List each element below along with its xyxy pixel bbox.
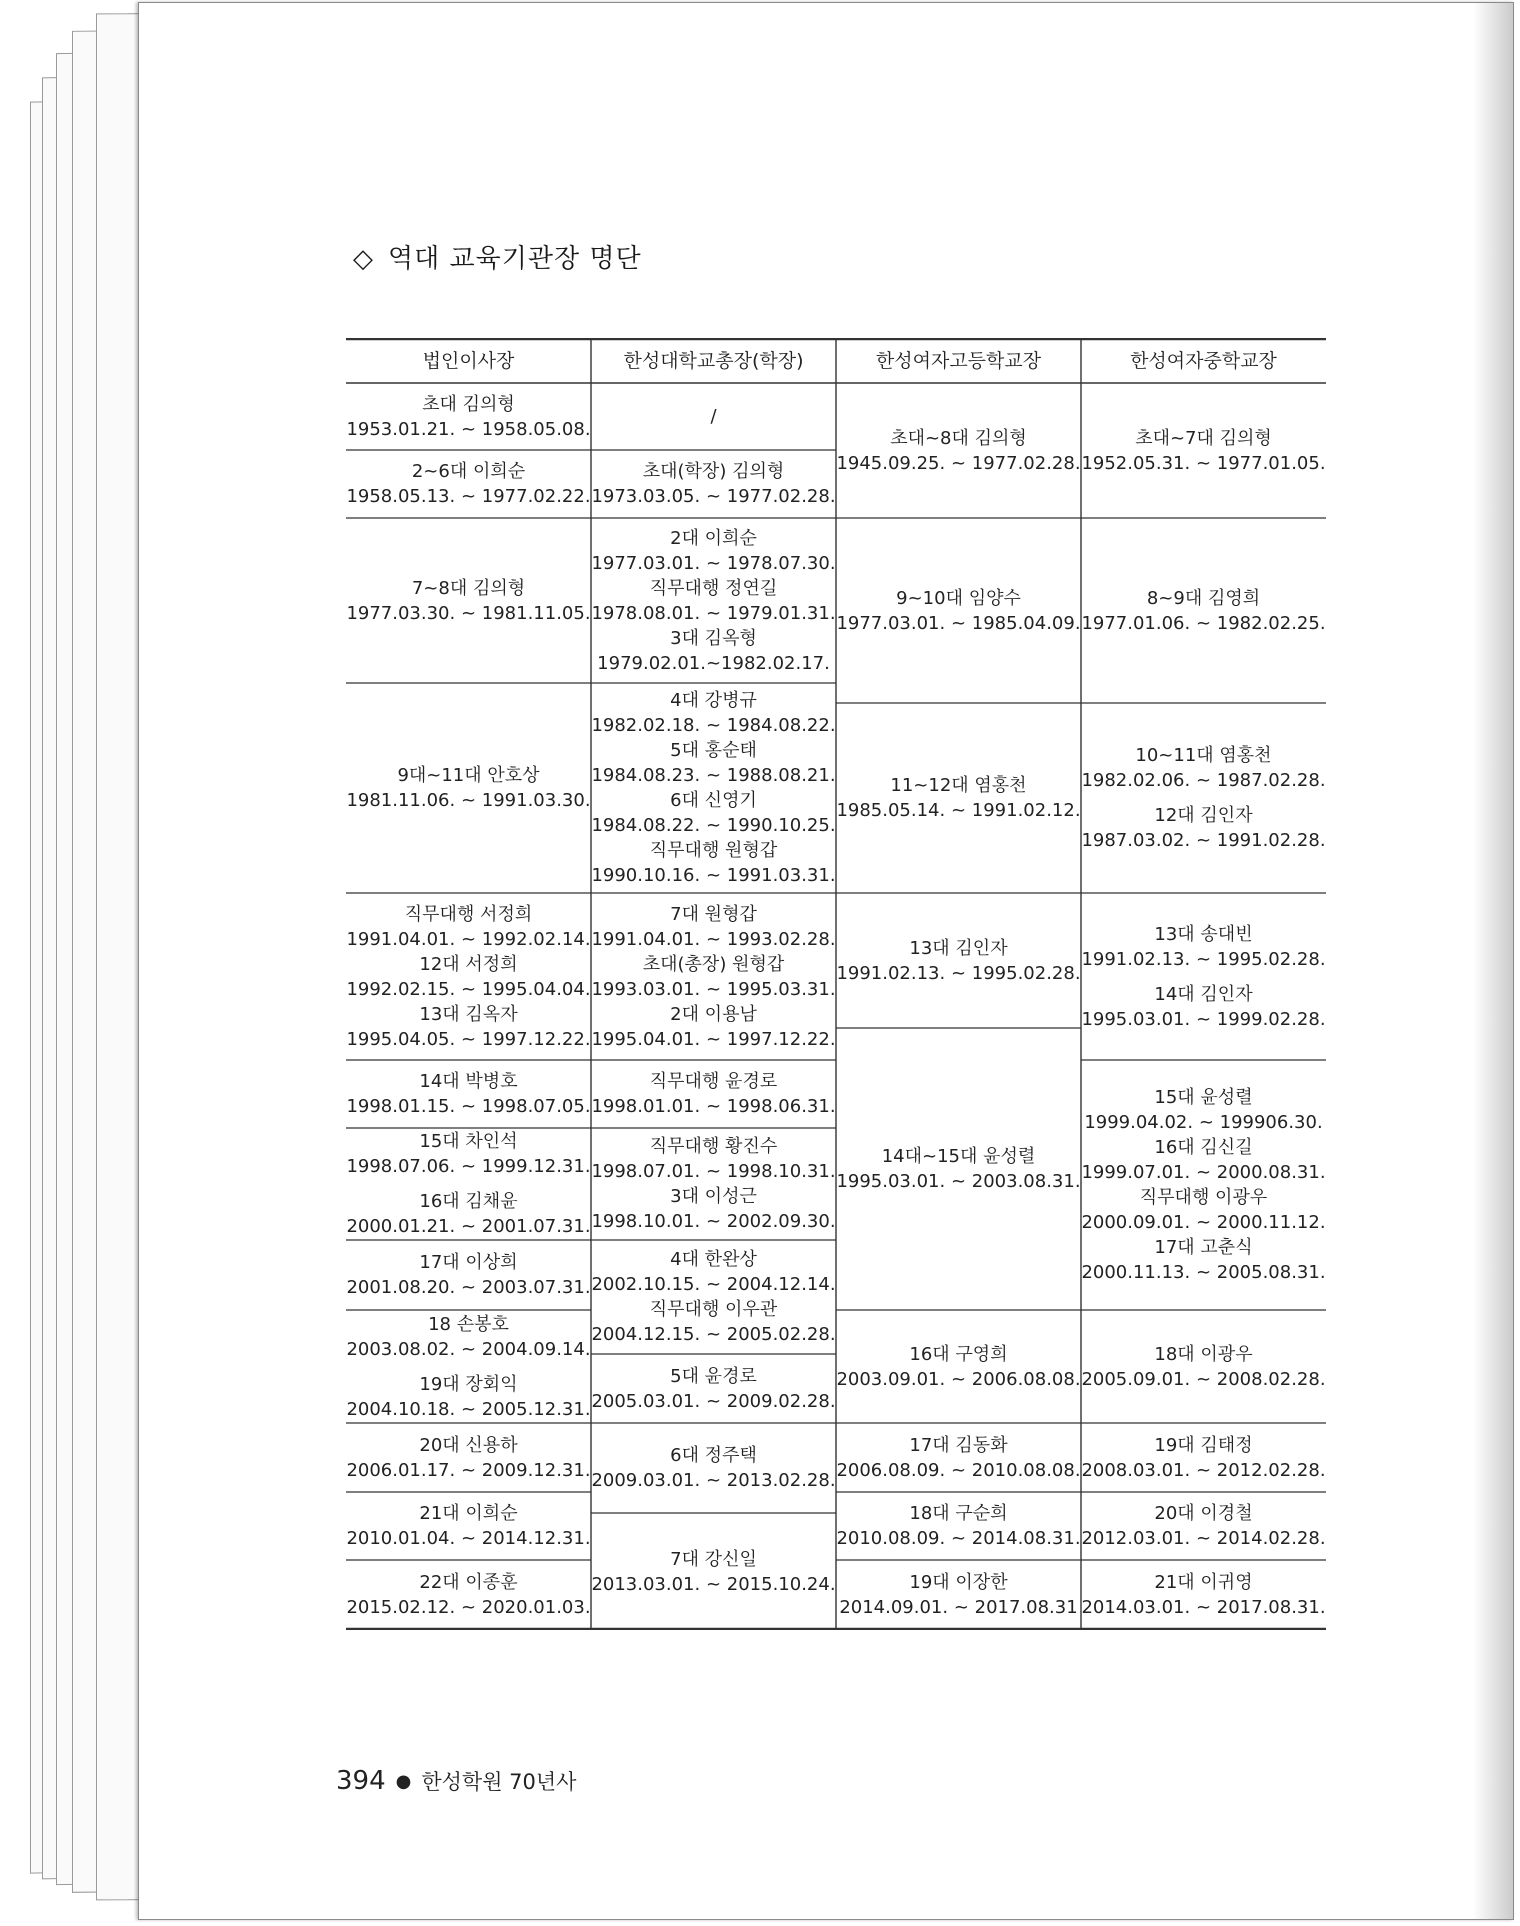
table-cell — [836, 1423, 1081, 1492]
heads-table — [346, 338, 1326, 1630]
cell-name-line: 초대(학장) 김의형 — [642, 461, 785, 482]
cell-name-line: 18 손봉호 — [428, 1313, 509, 1335]
cell-term-line: 1945.09.25. ~ 1977.02.28. — [836, 452, 1081, 474]
table-cell — [1081, 383, 1326, 518]
cell-term-line: 1958.05.13. ~ 1977.02.22. — [346, 486, 591, 507]
table-cell — [591, 1423, 836, 1513]
cell-name-line: 5대 윤경로 — [670, 1365, 757, 1387]
cell-name-line: 3대 김옥형 — [670, 627, 757, 649]
cell-term-line: 1981.11.06. ~ 1991.03.30. — [346, 790, 591, 811]
cell-term-line: 1991.04.01. ~ 1993.02.28. — [591, 928, 836, 950]
cell-name-line: 4대 강병규 — [670, 690, 757, 711]
cell-name-line: 5대 홍순태 — [670, 740, 757, 761]
table-cell — [346, 893, 591, 1060]
cell-term-line: 2000.09.01. ~ 2000.11.12. — [1081, 1212, 1326, 1233]
cell-term-line: 1991.02.13. ~ 1995.02.28. — [1081, 948, 1326, 970]
cell-name-line: 14대 김인자 — [1154, 983, 1253, 1005]
cell-term-line: 2006.01.17. ~ 2009.12.31. — [346, 1459, 591, 1481]
cell-name-line: 21대 이귀영 — [1154, 1572, 1253, 1593]
cell-name-line: 17대 김동화 — [909, 1434, 1008, 1456]
cell-name-line: 11~12대 염홍천 — [890, 775, 1027, 796]
cell-term-line: 1987.03.02. ~ 1991.02.28. — [1081, 830, 1326, 851]
cell-term-line: 1977.01.06. ~ 1982.02.25. — [1081, 612, 1326, 634]
cell-term-line: 1982.02.06. ~ 1987.02.28. — [1081, 770, 1326, 791]
cell-name-line: 8~9대 김영희 — [1146, 587, 1261, 609]
cell-term-line: 2014.09.01. ~ 2017.08.31 — [839, 1597, 1078, 1618]
cell-name-line: 3대 이성근 — [670, 1186, 757, 1207]
table-cell — [836, 383, 1081, 518]
table-cell — [346, 1060, 591, 1128]
cell-name-line: 9대~11대 안호상 — [397, 765, 540, 786]
cell-term-line: 1977.03.30. ~ 1981.11.05. — [346, 602, 591, 624]
table-cell — [346, 1128, 591, 1240]
table-cell — [1081, 518, 1326, 703]
cell-term-line: 1990.10.16. ~ 1991.03.31. — [591, 865, 836, 886]
cell-term-line: 2008.03.01. ~ 2012.02.28. — [1081, 1459, 1326, 1481]
table-cell — [591, 1128, 836, 1240]
cell-term-line: 2013.03.01. ~ 2015.10.24. — [591, 1573, 836, 1595]
cell-term-line: 2001.08.20. ~ 2003.07.31. — [346, 1277, 591, 1298]
cell-term-line: 1977.03.01. ~ 1985.04.09. — [836, 612, 1081, 634]
cell-term-line: 2004.12.15. ~ 2005.02.28. — [591, 1324, 836, 1345]
table-cell — [346, 518, 591, 683]
table-cell — [1081, 1423, 1326, 1492]
cell-term-line: 1991.04.01. ~ 1992.02.14. — [346, 928, 591, 950]
table-cell — [346, 1310, 591, 1423]
table-cell — [591, 1513, 836, 1630]
cell-name-line: 16대 김채윤 — [419, 1191, 518, 1212]
table-cell — [346, 1423, 591, 1492]
cell-term-line: 1979.02.01.~1982.02.17. — [597, 652, 830, 674]
cell-term-line: 1999.07.01. ~ 2000.08.31. — [1081, 1162, 1326, 1183]
cell-name-line: 초대 김의형 — [422, 393, 515, 415]
cell-name-line: 17대 고춘식 — [1154, 1237, 1253, 1258]
cell-name-line: 12대 김인자 — [1154, 805, 1253, 826]
cell-term-line: 1998.07.01. ~ 1998.10.31. — [591, 1161, 836, 1182]
cell-term-line: 1993.03.01. ~ 1995.03.31. — [591, 978, 836, 1000]
cell-name-line: 직무대행 윤경로 — [649, 1071, 778, 1092]
cell-term-line: 1953.01.21. ~ 1958.05.08. — [346, 418, 591, 440]
cell-term-line: 1998.07.06. ~ 1999.12.31. — [346, 1156, 591, 1177]
cell-term-line: 2010.08.09. ~ 2014.08.31. — [836, 1528, 1081, 1549]
cell-term-line: 2004.10.18. ~ 2005.12.31. — [346, 1398, 591, 1420]
cell-name-line: 직무대행 서정희 — [404, 903, 533, 925]
cell-term-line: 1982.02.18. ~ 1984.08.22. — [591, 715, 836, 736]
table-cell — [591, 1240, 836, 1354]
table-header-cell: 한성대학교총장(학장) — [623, 350, 804, 372]
cell-term-line: 2012.03.01. ~ 2014.02.28. — [1081, 1528, 1326, 1549]
cell-name-line: 18대 구순희 — [909, 1503, 1008, 1524]
cell-term-line: 1992.02.15. ~ 1995.04.04. — [346, 978, 591, 1000]
book-title: 한성학원 70년사 — [421, 1770, 577, 1794]
cell-name-line: 13대 김인자 — [909, 937, 1008, 959]
cell-name-line: 7~8대 김의형 — [411, 577, 526, 599]
cell-term-line: 2005.03.01. ~ 2009.02.28. — [591, 1390, 836, 1412]
table-cell — [591, 518, 836, 683]
cell-name-line: 2대 이용남 — [670, 1003, 757, 1025]
cell-name-line: 15대 차인석 — [419, 1131, 518, 1152]
cell-name-line: 19대 이장한 — [909, 1572, 1008, 1593]
cell-name-line: 20대 이경철 — [1154, 1503, 1253, 1524]
cell-name-line: 19대 장회익 — [419, 1373, 518, 1395]
cell-term-line: 2003.09.01. ~ 2006.08.08. — [836, 1368, 1081, 1390]
cell-name-line: 직무대행 이우관 — [649, 1299, 778, 1320]
cell-term-line: 1995.03.01. ~ 2003.08.31. — [836, 1171, 1081, 1192]
cell-term-line: 1998.01.15. ~ 1998.07.05. — [346, 1096, 591, 1117]
cell-name-line: 직무대행 황진수 — [649, 1136, 778, 1157]
cell-name-line: 7대 강신일 — [670, 1548, 757, 1570]
table-cell — [591, 383, 836, 450]
table-cell — [346, 383, 591, 450]
cell-term-line: 1973.03.05. ~ 1977.02.28. — [591, 486, 836, 507]
table-header-cell: 한성여자고등학교장 — [875, 350, 1042, 372]
cell-name-line: 10~11대 염홍천 — [1135, 745, 1272, 766]
cell-name-line: 초대~8대 김의형 — [890, 427, 1027, 449]
cell-name-line: 21대 이희순 — [419, 1503, 518, 1524]
table-cell — [1081, 703, 1326, 893]
table-cell — [591, 1060, 836, 1128]
page-footer — [336, 1766, 576, 1796]
table-cell — [836, 893, 1081, 1028]
cell-name-line: 14대~15대 윤성렬 — [881, 1146, 1036, 1167]
table-cell — [346, 1560, 591, 1630]
table-cell — [836, 518, 1081, 703]
cell-term-line: 2010.01.04. ~ 2014.12.31. — [346, 1528, 591, 1549]
table-cell — [346, 450, 591, 518]
bullet-icon: ● — [395, 1771, 412, 1792]
cell-term-line: 2000.01.21. ~ 2001.07.31. — [346, 1216, 591, 1237]
table-cell — [836, 703, 1081, 893]
section-title: ◇ 역대 교육기관장 명단 — [353, 244, 642, 274]
cell-term-line: 2005.09.01. ~ 2008.02.28. — [1081, 1368, 1326, 1390]
table-cell — [836, 1492, 1081, 1560]
table-cell — [346, 1240, 591, 1310]
diamond-bullet-icon: ◇ — [353, 244, 374, 274]
cell-name-line: 초대~7대 김의형 — [1135, 427, 1272, 449]
cell-name-line: 12대 서정희 — [419, 953, 518, 975]
cell-term-line: 2000.11.13. ~ 2005.08.31. — [1081, 1262, 1326, 1283]
cell-name-line: 16대 김신길 — [1154, 1137, 1253, 1158]
table-cell — [1081, 1560, 1326, 1630]
page-number: 394 — [336, 1766, 386, 1796]
cell-name-line: 13대 송대빈 — [1154, 923, 1253, 945]
cell-name-line: 2~6대 이희순 — [411, 461, 526, 482]
cell-name-line: 20대 신용하 — [419, 1434, 518, 1456]
cell-name-line: 직무대행 정연길 — [649, 577, 778, 599]
cell-term-line: 2006.08.09. ~ 2010.08.08. — [836, 1459, 1081, 1481]
table-cell — [591, 450, 836, 518]
table-cell — [1081, 1310, 1326, 1423]
cell-term-line: 1998.01.01. ~ 1998.06.31. — [591, 1096, 836, 1117]
cell-name-line: 15대 윤성렬 — [1154, 1087, 1253, 1108]
table-header-cell: 법인이사장 — [422, 350, 515, 372]
cell-term-line: 2002.10.15. ~ 2004.12.14. — [591, 1274, 836, 1295]
cell-name-line: 22대 이종훈 — [419, 1572, 518, 1593]
cell-name-line: 직무대행 이광우 — [1139, 1187, 1268, 1208]
cell-name-line: 9~10대 임양수 — [896, 587, 1021, 609]
cell-term-line: 1984.08.23. ~ 1988.08.21. — [591, 765, 836, 786]
cell-name-line: 6대 신영기 — [670, 790, 757, 811]
cell-term-line: 2014.03.01. ~ 2017.08.31. — [1081, 1597, 1326, 1618]
cell-term-line: 2015.02.12. ~ 2020.01.03. — [346, 1597, 591, 1618]
table-cell — [591, 683, 836, 893]
cell-term-line: 2003.08.02. ~ 2004.09.14. — [346, 1338, 591, 1360]
cell-term-line: 1995.04.01. ~ 1997.12.22. — [591, 1028, 836, 1050]
cell-name-line: 19대 김태정 — [1154, 1434, 1253, 1456]
cell-term-line: 1995.03.01. ~ 1999.02.28. — [1081, 1008, 1326, 1030]
cell-name-line: 4대 한완상 — [670, 1249, 757, 1270]
cell-term-line: 1998.10.01. ~ 2002.09.30. — [591, 1211, 836, 1232]
cell-name-line: 16대 구영희 — [909, 1343, 1008, 1365]
cell-name-line: 2대 이희순 — [670, 527, 757, 549]
table-cell — [1081, 1492, 1326, 1560]
cell-term-line: 1999.04.02. ~ 199906.30. — [1084, 1112, 1323, 1133]
cell-term-line: 2009.03.01. ~ 2013.02.28. — [591, 1470, 836, 1491]
table-header-cell: 한성여자중학교장 — [1130, 350, 1277, 372]
cell-name-line: 6대 정주택 — [670, 1445, 757, 1466]
cell-term-line: 1985.05.14. ~ 1991.02.12. — [836, 800, 1081, 821]
table-cell — [346, 683, 591, 893]
cell-name-line: / — [710, 406, 717, 427]
cell-term-line: 1991.02.13. ~ 1995.02.28. — [836, 962, 1081, 984]
cell-term-line: 1978.08.01. ~ 1979.01.31. — [591, 602, 836, 624]
cell-term-line: 1995.04.05. ~ 1997.12.22. — [346, 1028, 591, 1050]
cell-name-line: 7대 원형갑 — [670, 903, 757, 925]
table-cell — [591, 893, 836, 1060]
cell-name-line: 18대 이광우 — [1154, 1343, 1253, 1365]
cell-name-line: 직무대행 원형갑 — [649, 840, 778, 861]
table-cell — [836, 1028, 1081, 1310]
table-cell — [1081, 893, 1326, 1060]
cell-term-line: 1984.08.22. ~ 1990.10.25. — [591, 815, 836, 836]
cell-name-line: 13대 김옥자 — [419, 1003, 518, 1025]
cell-name-line: 14대 박병호 — [419, 1071, 518, 1092]
cell-term-line: 1952.05.31. ~ 1977.01.05. — [1081, 452, 1326, 474]
table-cell — [1081, 1060, 1326, 1310]
cell-name-line: 17대 이상희 — [419, 1252, 518, 1273]
table-cell — [836, 1310, 1081, 1423]
cell-name-line: 초대(총장) 원형갑 — [642, 953, 785, 975]
table-cell — [591, 1354, 836, 1423]
cell-term-line: 1977.03.01. ~ 1978.07.30. — [591, 552, 836, 574]
table-cell — [836, 1560, 1081, 1630]
table-cell — [346, 1492, 591, 1560]
